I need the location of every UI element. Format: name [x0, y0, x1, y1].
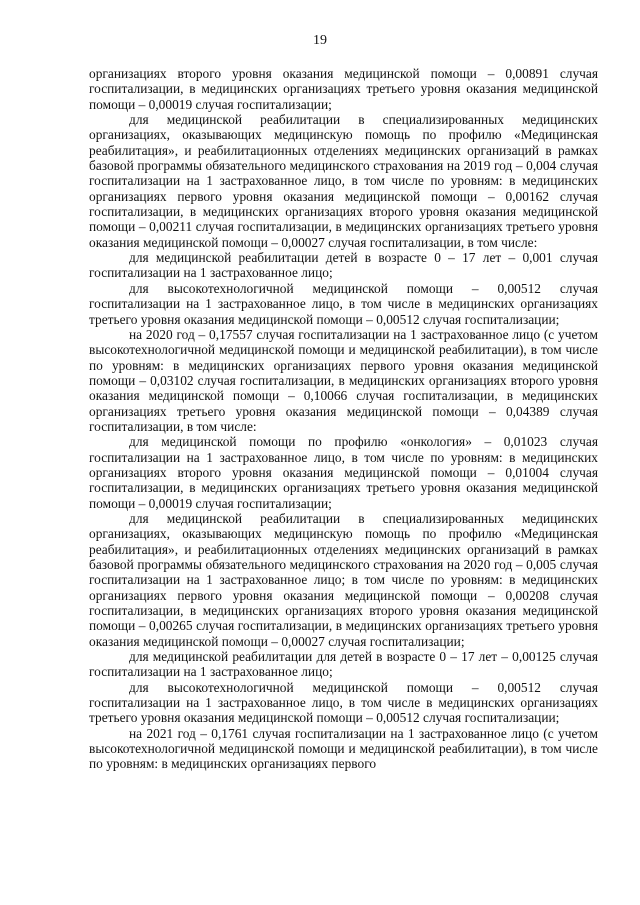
paragraph-rehabilitation-2020: для медицинской реабилитации в специализированных медицинских организациях, оказывающих медицинскую помощь по профилю «Медицинская реабилитация», и реабилитационных отделениях медицинских организаций в рамках базовой программы обязательного медицинского страхования на 2020 год – 0,005 случая госпитализации на 1 застрахованное лицо; в том числе по уровням: в медицинских организациях первого уровня оказания медицинской помощи – 0,00208 случая госпитализации, в медицинских организациях второго уровня оказания медицинской помощи – 0,00265 случая госпитализации, в медицинских организациях третьего уровня оказания медицинской помощи – 0,00027 случая госпитализации;	[89, 510, 598, 649]
paragraph-children-rehabilitation-2019: для медицинской реабилитации детей в возрасте 0 – 17 лет – 0,001 случая госпитализации на 1 застрахованное лицо;	[89, 250, 598, 281]
paragraph-children-rehabilitation-2020: для медицинской реабилитации для детей в возрасте 0 – 17 лет – 0,00125 случая госпитализации на 1 застрахованное лицо;	[89, 649, 598, 680]
paragraph-high-tech-2019: для высокотехнологичной медицинской помощи – 0,00512 случая госпитализации на 1 застрахованное лицо, в том числе в медицинских организациях третьего уровня оказания медицинской помощи – 0,00512 случая госпитализации;	[89, 280, 598, 327]
paragraph-rehabilitation-2019: для медицинской реабилитации в специализированных медицинских организациях, оказывающих медицинскую помощь по профилю «Медицинская реабилитация», и реабилитационных отделениях медицинских организаций в рамках базовой программы обязательного медицинского страхования на 2019 год – 0,004 случая госпитализации на 1 застрахованное лицо, в том числе по уровням: в медицинских организациях первого уровня оказания медицинской помощи – 0,00162 случая госпитализации, в медицинских организациях второго уровня оказания медицинской помощи – 0,00211 случая госпитализации, в медицинских организациях третьего уровня оказания медицинской помощи – 0,00027 случая госпитализации, в том числе:	[89, 112, 598, 250]
paragraph-continuation: организациях второго уровня оказания медицинской помощи – 0,00891 случая госпитализации, в медицинских организациях третьего уровня оказания медицинской помощи – 0,00019 случая госпитализации;	[89, 66, 598, 112]
document-body	[89, 66, 598, 772]
paragraph-oncology-2020: для медицинской помощи по профилю «онкология» – 0,01023 случая госпитализации на 1 застрахованное лицо, в том числе по уровням: в медицинских организациях второго уровня оказания медицинской помощи – 0,01004 случая госпитализации, в медицинских организациях третьего уровня оказания медицинской помощи – 0,00019 случая госпитализации;	[89, 434, 598, 511]
paragraph-2020-total: на 2020 год – 0,17557 случая госпитализации на 1 застрахованное лицо (с учетом высокотехнологичной медицинской помощи и медицинской реабилитации), в том числе по уровням: в медицинских организациях первого уровня оказания медицинской помощи – 0,03102 случая госпитализации, в медицинских организациях второго уровня оказания медицинской помощи – 0,10066 случая госпитализации, в медицинских организациях третьего уровня оказания медицинской помощи – 0,04389 случая госпитализации, в том числе:	[89, 326, 598, 434]
paragraph-2021-total: на 2021 год – 0,1761 случая госпитализации на 1 застрахованное лицо (с учетом высокотехнологичной медицинской помощи и медицинской реабилитации), в том числе по уровням: в медицинских организациях первого	[89, 725, 598, 772]
paragraph-high-tech-2020: для высокотехнологичной медицинской помощи – 0,00512 случая госпитализации на 1 застрахованное лицо, в том числе в медицинских организациях третьего уровня оказания медицинской помощи – 0,00512 случая госпитализации;	[89, 679, 598, 726]
page-number: 19	[313, 33, 327, 48]
